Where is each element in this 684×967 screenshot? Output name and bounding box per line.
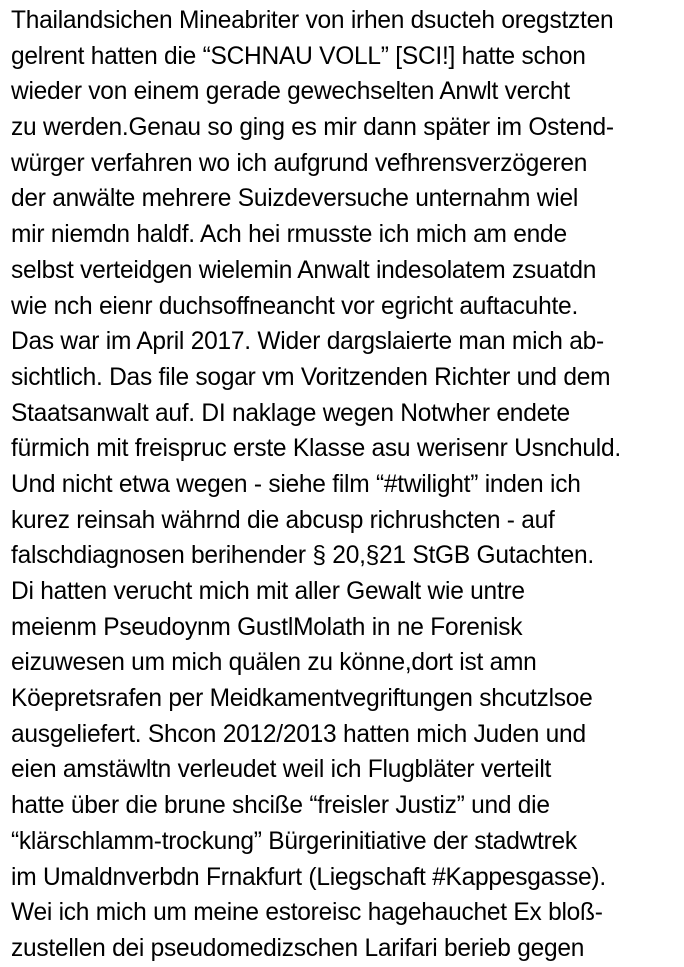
text-line: zu werden.Genau so ging es mir dann später im Ostend- <box>11 114 614 142</box>
text-line: Köepretsrafen per Meidkamentvegriftungen shcutzlsoe <box>11 685 593 713</box>
text-line: wie nch eienr duchsoffneancht vor egricht auftacuhte. <box>11 292 579 320</box>
text-line: Wei ich mich um meine estoreisc hagehauchet Ex bloß- <box>11 899 603 927</box>
text-line: eizuwesen um mich quälen zu könne,dort ist amn <box>11 649 537 677</box>
text-line: meienm Pseudoynm GustlMolath in ne Forenisk <box>11 613 523 641</box>
text-line: kurez reinsah währnd die abcusp richrushcten - auf <box>11 506 555 534</box>
text-line: zustellen dei pseudomedizschen Larifari berieb gegen <box>11 934 585 962</box>
text-line: sichtlich. Das file sogar vm Voritzenden Richter und dem <box>11 363 611 391</box>
text-line: falschdiagnosen berihender § 20,§21 StGB Gutachten. <box>11 542 594 570</box>
text-line: Thailandsichen Mineabriter von irhen dsucteh oregstzten <box>11 7 614 34</box>
text-line: im Umaldnverbdn Frnakfurt (Liegschaft #Kappesgasse). <box>11 863 606 891</box>
text-line: der anwälte mehrere Suizdeversuche unternahm wiel <box>11 185 579 213</box>
text-line: Di hatten veruch​t mich mit aller Gewalt wie untre <box>11 578 525 605</box>
text-line: fürmich mit freispruc erste Klasse asu werisenr Usnchuld. <box>11 435 621 463</box>
text-line: ausgeliefert. Shcon 2012/2013 hatten mich Juden und <box>11 720 586 748</box>
text-line: mir niemdn haldf. Ach hei rmusste ich mich am ende <box>11 221 567 249</box>
text-line: eien amstäwltn verleudet weil ich Flugbläter verteilt <box>11 756 552 784</box>
text-line: Das war im April 2017. Wider dargslaierte man mich ab- <box>11 328 604 356</box>
text-line: “klärschlamm-trockung” Bürgerinitiative der stadwtrek <box>11 827 577 855</box>
text-line: hatte über die brune shciße “freisler Justiz” und die <box>11 792 550 820</box>
text-line: Und nicht etwa wegen - siehe film “#twilight” inden ich <box>11 470 581 498</box>
text-line: selbst verteidgen wielemin Anwalt indesolatem zsuatdn <box>11 256 597 284</box>
text-line: wieder von einem gerade gewechselten Anwlt vercht <box>11 78 570 106</box>
body-text <box>11 3 681 967</box>
text-line: würger verfahren wo ich aufgrund vefhrensverzögeren <box>11 149 588 177</box>
text-line: gelrent hatten die “SCHNAU VOLL” [SCI!] hatte schon <box>11 42 586 70</box>
text-line: Staatsanwalt auf. DI naklage wegen Notwher endete <box>11 399 570 427</box>
